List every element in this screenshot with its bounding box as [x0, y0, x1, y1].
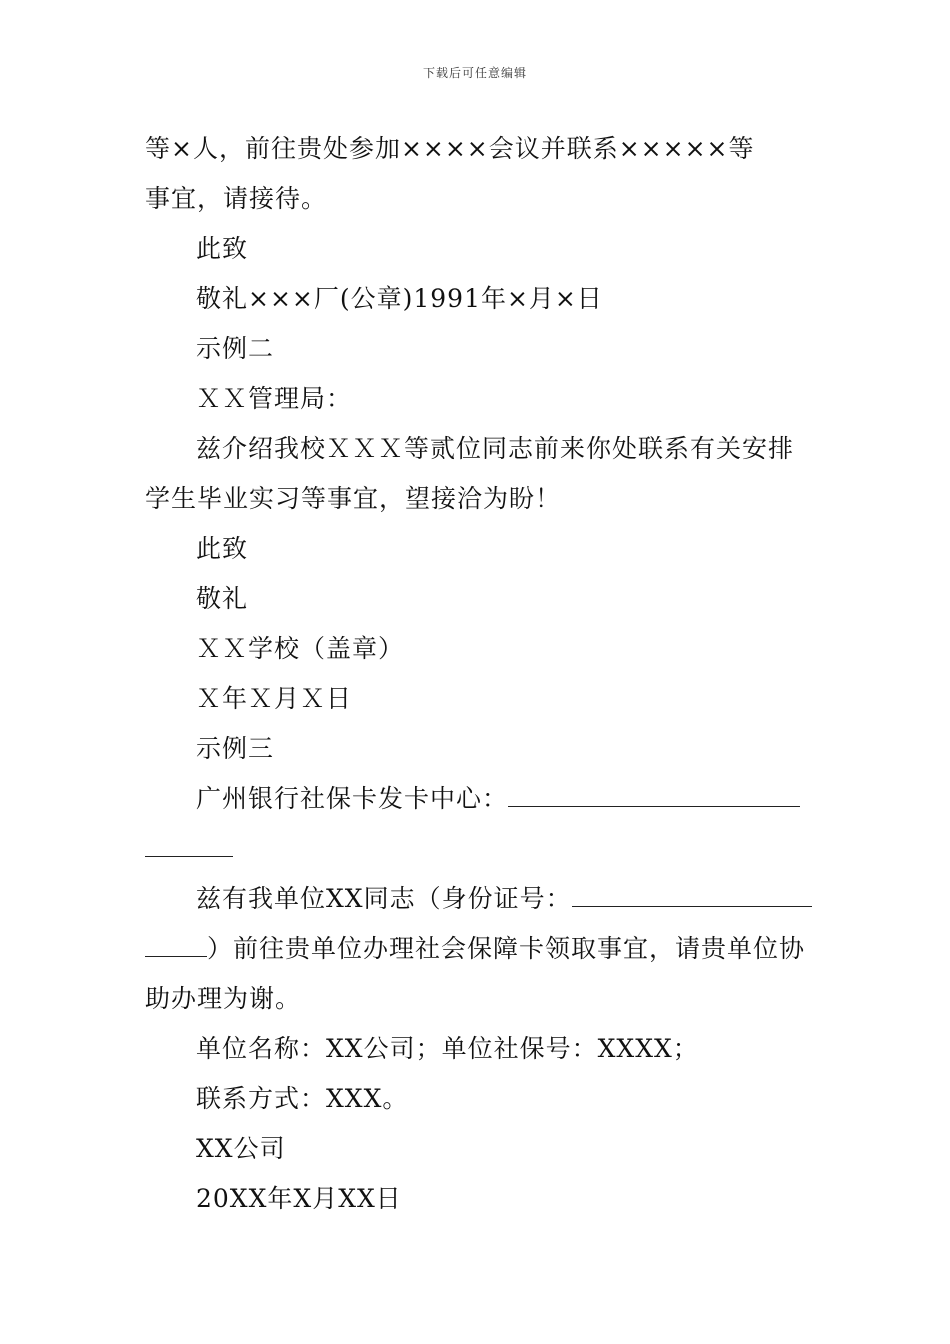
example-heading: 示例三 [196, 734, 275, 763]
recipient-line: ＸＸ管理局： [196, 384, 353, 413]
paragraph-line: 学生毕业实习等事宜，望接洽为盼！ [145, 484, 562, 513]
paragraph-line [145, 934, 805, 964]
paragraph-line [196, 884, 812, 914]
regards-text: 敬礼 [196, 584, 249, 613]
signature-company: XX公司 [196, 1134, 286, 1163]
paragraph-line: 等×人，前往贵处参加××××会议并联系×××××等 [145, 134, 755, 163]
paragraph-line: 事宜，请接待。 [145, 184, 328, 213]
closing-text: 此致 [196, 534, 249, 563]
paragraph-text: ）前往贵单位办理社会保障卡领取事宜，请贵单位协 [207, 934, 806, 963]
page-header: 下载后可任意编辑 [422, 66, 527, 80]
unit-info: 单位名称：XX公司；单位社保号：XXXX； [196, 1034, 699, 1063]
date-line: 20XX年X月XX日 [196, 1184, 402, 1213]
closing-text: 此致 [196, 234, 249, 263]
recipient-text: 广州银行社保卡发卡中心： [196, 784, 509, 813]
date-line: Ｘ年Ｘ月Ｘ日 [196, 684, 353, 713]
blank-field [508, 786, 800, 807]
contact-info: 联系方式：XXX。 [196, 1084, 409, 1113]
blank-field [572, 886, 812, 907]
regards-signature: 敬礼×××厂(公章)1991年×月×日 [196, 284, 603, 313]
signature-school: ＸＸ学校（盖章） [196, 634, 405, 663]
blank-field [145, 936, 207, 957]
blank-line [145, 834, 233, 864]
recipient-line [196, 784, 800, 814]
blank-field [145, 836, 233, 857]
paragraph-line: 兹介绍我校ＸＸＸ等贰位同志前来你处联系有关安排 [196, 434, 795, 463]
paragraph-line: 助办理为谢。 [145, 984, 302, 1013]
example-heading: 示例二 [196, 334, 275, 363]
id-prompt-text: 兹有我单位XX同志（身份证号： [196, 884, 572, 913]
